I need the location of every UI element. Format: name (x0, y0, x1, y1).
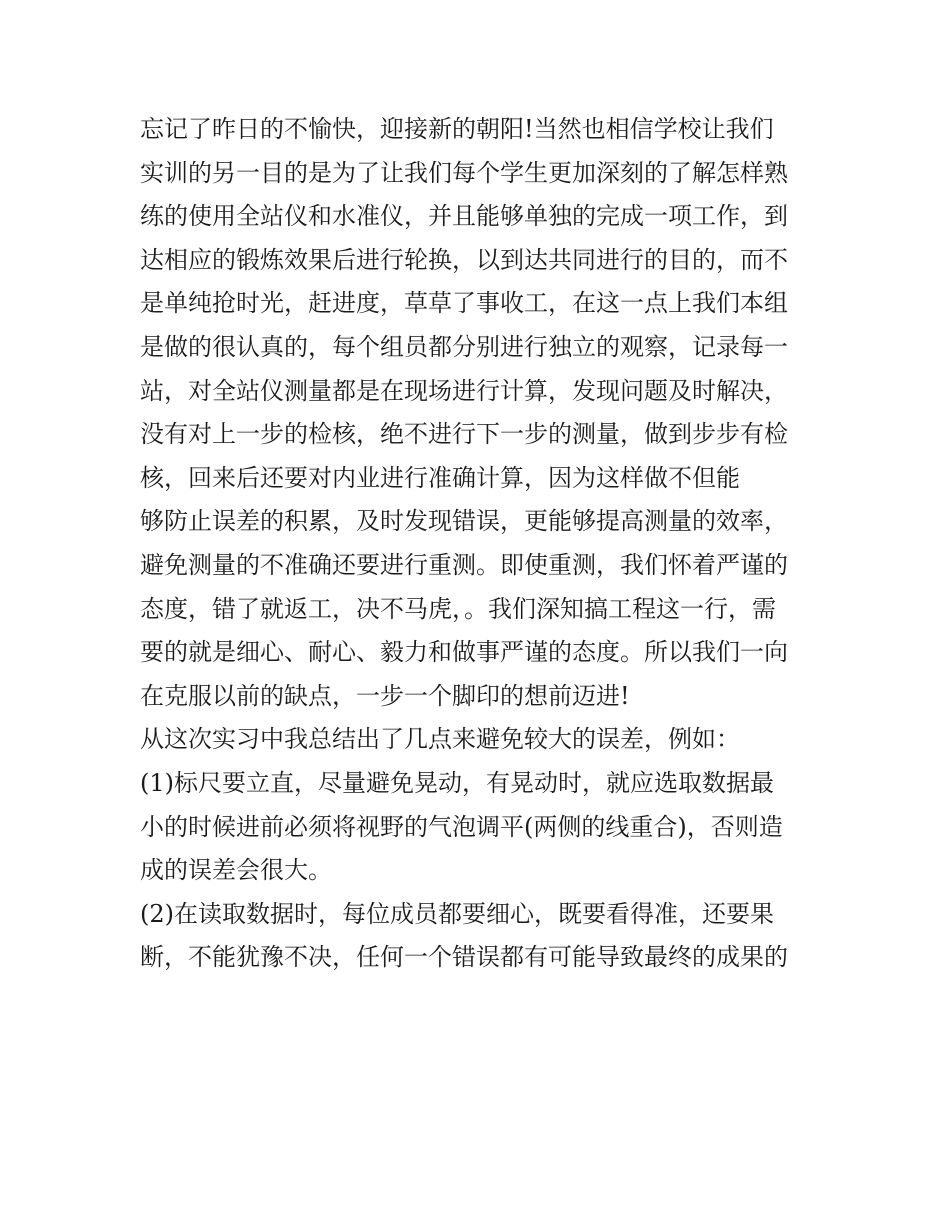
text-line: 站，对全站仪测量都是在现场进行计算，发现问题及时解决， (140, 376, 788, 405)
text-line: 小的时候进前必须将视野的气泡调平(两侧的线重合)，否则造 (140, 812, 783, 841)
body-text (140, 108, 830, 980)
text-line: 在克服以前的缺点，一步一个脚印的想前迈进! (140, 681, 630, 710)
text-line: 从这次实习中我总结出了几点来避免较大的误差，例如： (140, 725, 740, 754)
text-line: 是单纯抢时光，赶进度，草草了事收工，在这一点上我们本组 (140, 289, 788, 318)
text-line: 够防止误差的积累，及时发现错误，更能够提高测量的效率， (140, 507, 788, 536)
text-line: 断，不能犹豫不决，任何一个错误都有可能导致最终的成果的 (140, 943, 788, 972)
text-line: 忘记了昨日的不愉快，迎接新的朝阳!当然也相信学校让我们 (140, 115, 774, 143)
text-line: (1)标尺要立直，尽量避免晃动，有晃动时，就应选取数据最 (140, 768, 774, 797)
text-line: 练的使用全站仪和水准仪，并且能够单独的完成一项工作，到 (140, 202, 788, 231)
text-line: 核，回来后还要对内业进行准确计算，因为这样做不但能 (140, 463, 740, 492)
text-line: 实训的另一目的是为了让我们每个学生更加深刻的了解怎样熟 (140, 158, 788, 187)
text-line: 达相应的锻炼效果后进行轮换，以到达共同进行的目的，而不 (140, 245, 788, 274)
text-line: 态度，错了就返工，决不马虎，。我们深知搞工程这一行，需 (140, 594, 776, 623)
text-line: 要的就是细心、耐心、毅力和做事严谨的态度。所以我们一向 (140, 638, 788, 667)
text-line: (2)在读取数据时，每位成员都要细心，既要看得准，还要果 (140, 899, 774, 928)
text-line: 避免测量的不准确还要进行重测。即使重测，我们怀着严谨的 (140, 550, 788, 579)
text-line: 是做的很认真的，每个组员都分别进行独立的观察，记录每一 (140, 332, 788, 361)
text-line: 成的误差会很大。 (140, 856, 332, 885)
text-line: 没有对上一步的检核，绝不进行下一步的测量，做到步步有检 (140, 420, 788, 449)
